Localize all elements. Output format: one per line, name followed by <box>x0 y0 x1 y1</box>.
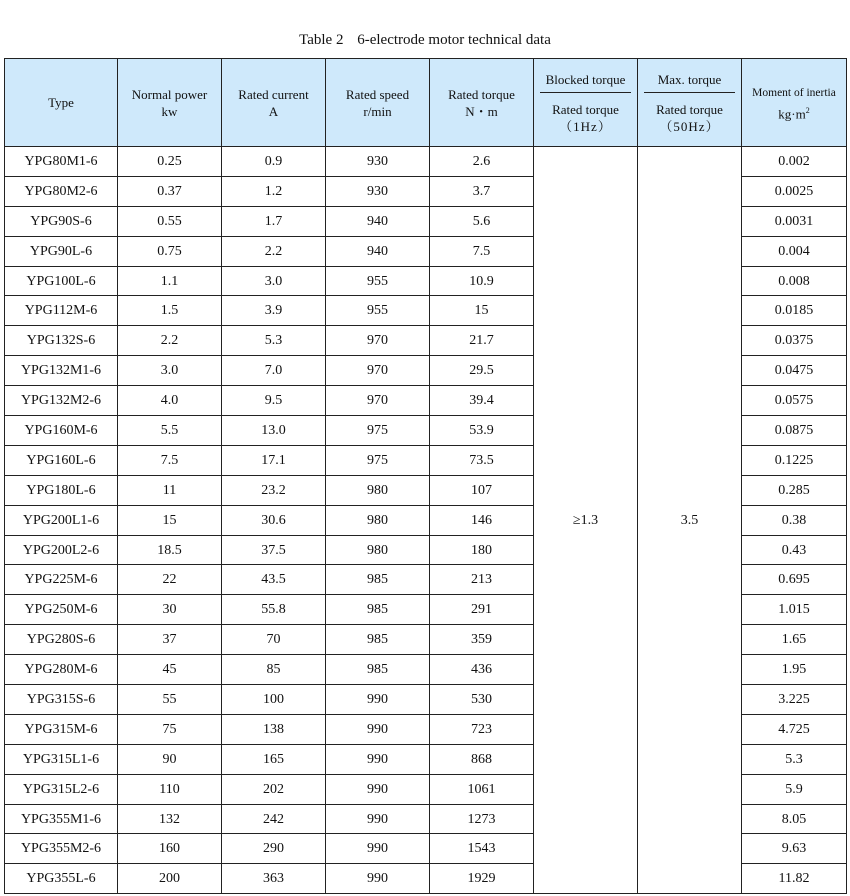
cell-speed: 985 <box>326 595 430 625</box>
cell-type: YPG80M1-6 <box>5 147 118 177</box>
header-torque <box>430 59 534 147</box>
cell-torque: 7.5 <box>430 236 534 266</box>
cell-type: YPG100L-6 <box>5 266 118 296</box>
cell-torque: 1929 <box>430 864 534 894</box>
cell-inertia: 5.9 <box>742 774 847 804</box>
cell-current: 1.2 <box>222 176 326 206</box>
header-blocked-denominator: Rated torque <box>552 101 619 117</box>
cell-type: YPG225M-6 <box>5 565 118 595</box>
cell-speed: 985 <box>326 625 430 655</box>
cell-current: 3.9 <box>222 296 326 326</box>
header-inertia <box>742 59 847 147</box>
cell-inertia: 4.725 <box>742 714 847 744</box>
cell-type: YPG200L1-6 <box>5 505 118 535</box>
cell-power: 22 <box>118 565 222 595</box>
table-body <box>5 147 847 894</box>
cell-inertia: 1.65 <box>742 625 847 655</box>
cell-speed: 955 <box>326 296 430 326</box>
cell-type: YPG112M-6 <box>5 296 118 326</box>
cell-inertia: 9.63 <box>742 834 847 864</box>
cell-current: 30.6 <box>222 505 326 535</box>
header-power-label: Normal power <box>131 86 208 102</box>
cell-power: 18.5 <box>118 535 222 565</box>
cell-inertia: 11.82 <box>742 864 847 894</box>
cell-speed: 990 <box>326 834 430 864</box>
cell-speed: 940 <box>326 236 430 266</box>
cell-torque: 213 <box>430 565 534 595</box>
cell-torque: 15 <box>430 296 534 326</box>
cell-speed: 970 <box>326 386 430 416</box>
cell-inertia: 0.695 <box>742 565 847 595</box>
cell-speed: 990 <box>326 744 430 774</box>
cell-torque: 530 <box>430 685 534 715</box>
cell-speed: 990 <box>326 774 430 804</box>
cell-type: YPG200L2-6 <box>5 535 118 565</box>
cell-torque: 146 <box>430 505 534 535</box>
cell-speed: 955 <box>326 266 430 296</box>
cell-power: 5.5 <box>118 416 222 446</box>
cell-inertia: 3.225 <box>742 685 847 715</box>
cell-type: YPG315L1-6 <box>5 744 118 774</box>
cell-power: 2.2 <box>118 326 222 356</box>
header-current-label: Rated current <box>238 86 309 102</box>
cell-blocked-ratio: ≥1.3 <box>534 147 638 894</box>
header-max-denominator: Rated torque <box>656 101 723 117</box>
cell-inertia: 1.015 <box>742 595 847 625</box>
header-inertia-unit: kg·m <box>778 106 806 122</box>
cell-speed: 990 <box>326 714 430 744</box>
cell-inertia: 0.004 <box>742 236 847 266</box>
cell-current: 138 <box>222 714 326 744</box>
cell-power: 200 <box>118 864 222 894</box>
header-torque-label: Rated torque <box>448 86 515 102</box>
cell-inertia: 0.0025 <box>742 176 847 206</box>
cell-current: 7.0 <box>222 356 326 386</box>
cell-type: YPG355M2-6 <box>5 834 118 864</box>
cell-current: 290 <box>222 834 326 864</box>
cell-torque: 5.6 <box>430 206 534 236</box>
header-max-numerator: Max. torque <box>644 71 735 93</box>
header-max-freq: （50Hz） <box>659 118 720 134</box>
motor-data-table <box>4 58 847 894</box>
header-speed <box>326 59 430 147</box>
cell-power: 11 <box>118 475 222 505</box>
cell-speed: 990 <box>326 864 430 894</box>
cell-speed: 980 <box>326 475 430 505</box>
cell-inertia: 0.002 <box>742 147 847 177</box>
cell-speed: 980 <box>326 535 430 565</box>
cell-type: YPG280S-6 <box>5 625 118 655</box>
cell-current: 242 <box>222 804 326 834</box>
cell-current: 13.0 <box>222 416 326 446</box>
cell-power: 160 <box>118 834 222 864</box>
table-row <box>5 147 847 177</box>
cell-power: 90 <box>118 744 222 774</box>
cell-type: YPG90L-6 <box>5 236 118 266</box>
cell-inertia: 0.38 <box>742 505 847 535</box>
cell-speed: 985 <box>326 565 430 595</box>
cell-current: 165 <box>222 744 326 774</box>
cell-current: 55.8 <box>222 595 326 625</box>
cell-speed: 975 <box>326 416 430 446</box>
table-caption <box>0 32 850 49</box>
cell-current: 363 <box>222 864 326 894</box>
header-type <box>5 59 118 147</box>
cell-power: 4.0 <box>118 386 222 416</box>
cell-type: YPG315S-6 <box>5 685 118 715</box>
header-speed-unit: r/min <box>363 103 392 119</box>
cell-inertia: 0.43 <box>742 535 847 565</box>
cell-power: 0.55 <box>118 206 222 236</box>
header-power-unit: kw <box>161 103 178 119</box>
cell-inertia: 8.05 <box>742 804 847 834</box>
cell-torque: 3.7 <box>430 176 534 206</box>
cell-torque: 73.5 <box>430 445 534 475</box>
cell-type: YPG160M-6 <box>5 416 118 446</box>
cell-speed: 930 <box>326 176 430 206</box>
cell-power: 75 <box>118 714 222 744</box>
header-blocked-torque <box>534 59 638 147</box>
cell-type: YPG315L2-6 <box>5 774 118 804</box>
cell-inertia: 0.008 <box>742 266 847 296</box>
cell-current: 1.7 <box>222 206 326 236</box>
cell-torque: 723 <box>430 714 534 744</box>
cell-power: 1.5 <box>118 296 222 326</box>
cell-type: YPG355M1-6 <box>5 804 118 834</box>
cell-power: 7.5 <box>118 445 222 475</box>
cell-type: YPG180L-6 <box>5 475 118 505</box>
cell-current: 37.5 <box>222 535 326 565</box>
cell-torque: 29.5 <box>430 356 534 386</box>
cell-power: 37 <box>118 625 222 655</box>
cell-type: YPG132M1-6 <box>5 356 118 386</box>
header-max-torque <box>638 59 742 147</box>
cell-speed: 985 <box>326 655 430 685</box>
cell-torque: 868 <box>430 744 534 774</box>
cell-type: YPG315M-6 <box>5 714 118 744</box>
cell-current: 23.2 <box>222 475 326 505</box>
cell-current: 9.5 <box>222 386 326 416</box>
header-current-unit: A <box>268 103 279 119</box>
cell-inertia: 0.0185 <box>742 296 847 326</box>
header-current <box>222 59 326 147</box>
cell-type: YPG132M2-6 <box>5 386 118 416</box>
header-inertia-label: Moment of inertia <box>752 86 836 99</box>
cell-inertia: 0.0575 <box>742 386 847 416</box>
cell-torque: 1061 <box>430 774 534 804</box>
cell-inertia: 0.0375 <box>742 326 847 356</box>
cell-torque: 107 <box>430 475 534 505</box>
header-blocked-freq: （1Hz） <box>559 118 612 134</box>
cell-type: YPG250M-6 <box>5 595 118 625</box>
header-type-label: Type <box>48 95 74 110</box>
header-torque-unit: N・m <box>465 103 498 119</box>
cell-inertia: 5.3 <box>742 744 847 774</box>
cell-type: YPG280M-6 <box>5 655 118 685</box>
cell-speed: 970 <box>326 326 430 356</box>
cell-torque: 359 <box>430 625 534 655</box>
cell-torque: 2.6 <box>430 147 534 177</box>
cell-speed: 970 <box>326 356 430 386</box>
cell-power: 45 <box>118 655 222 685</box>
cell-current: 0.9 <box>222 147 326 177</box>
cell-speed: 975 <box>326 445 430 475</box>
cell-speed: 930 <box>326 147 430 177</box>
cell-inertia: 0.0475 <box>742 356 847 386</box>
cell-current: 85 <box>222 655 326 685</box>
cell-current: 5.3 <box>222 326 326 356</box>
cell-speed: 990 <box>326 685 430 715</box>
cell-torque: 53.9 <box>430 416 534 446</box>
cell-power: 110 <box>118 774 222 804</box>
cell-current: 17.1 <box>222 445 326 475</box>
cell-power: 132 <box>118 804 222 834</box>
cell-speed: 980 <box>326 505 430 535</box>
cell-power: 0.75 <box>118 236 222 266</box>
cell-type: YPG80M2-6 <box>5 176 118 206</box>
cell-power: 55 <box>118 685 222 715</box>
cell-speed: 990 <box>326 804 430 834</box>
cell-type: YPG132S-6 <box>5 326 118 356</box>
cell-type: YPG160L-6 <box>5 445 118 475</box>
cell-torque: 1543 <box>430 834 534 864</box>
cell-current: 202 <box>222 774 326 804</box>
cell-speed: 940 <box>326 206 430 236</box>
header-row <box>5 59 847 147</box>
cell-current: 3.0 <box>222 266 326 296</box>
cell-current: 43.5 <box>222 565 326 595</box>
cell-max-ratio: 3.5 <box>638 147 742 894</box>
cell-torque: 21.7 <box>430 326 534 356</box>
caption-title: 6-electrode motor technical data <box>357 32 551 48</box>
cell-type: YPG355L-6 <box>5 864 118 894</box>
cell-current: 70 <box>222 625 326 655</box>
cell-torque: 291 <box>430 595 534 625</box>
cell-power: 3.0 <box>118 356 222 386</box>
cell-torque: 436 <box>430 655 534 685</box>
cell-inertia: 0.0031 <box>742 206 847 236</box>
caption-number: Table 2 <box>299 32 344 48</box>
cell-current: 100 <box>222 685 326 715</box>
cell-inertia: 0.1225 <box>742 445 847 475</box>
header-speed-label: Rated speed <box>345 86 410 102</box>
cell-torque: 39.4 <box>430 386 534 416</box>
cell-torque: 180 <box>430 535 534 565</box>
cell-torque: 10.9 <box>430 266 534 296</box>
header-blocked-numerator: Blocked torque <box>540 71 631 93</box>
cell-current: 2.2 <box>222 236 326 266</box>
header-inertia-exponent: 2 <box>805 105 810 115</box>
cell-inertia: 0.285 <box>742 475 847 505</box>
cell-inertia: 0.0875 <box>742 416 847 446</box>
cell-power: 15 <box>118 505 222 535</box>
cell-power: 30 <box>118 595 222 625</box>
cell-type: YPG90S-6 <box>5 206 118 236</box>
cell-power: 0.37 <box>118 176 222 206</box>
cell-torque: 1273 <box>430 804 534 834</box>
cell-inertia: 1.95 <box>742 655 847 685</box>
header-power <box>118 59 222 147</box>
cell-power: 1.1 <box>118 266 222 296</box>
cell-power: 0.25 <box>118 147 222 177</box>
